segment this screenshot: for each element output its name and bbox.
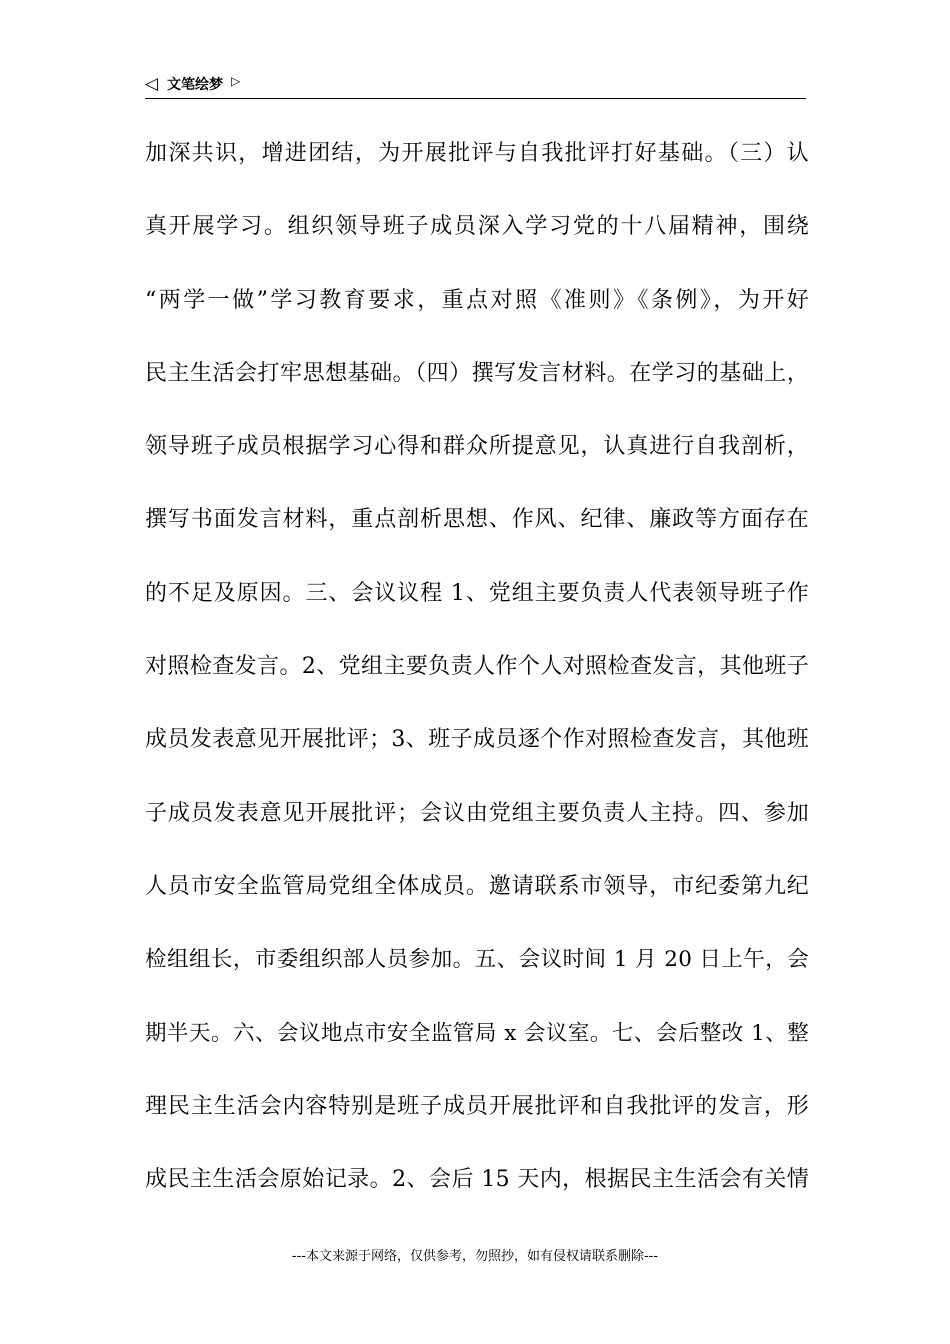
body-line: 成民主生活会原始记录。2、会后 15 天内，根据民主生活会有关情 xyxy=(145,1167,809,1193)
body-line: “两学一做”学习教育要求，重点对照《准则》《条例》，为开好 xyxy=(145,287,809,313)
page-header xyxy=(145,72,806,99)
body-line: 撰写书面发言材料，重点剖析思想、作风、纪律、廉政等方面存在 xyxy=(145,507,809,533)
body-line: 子成员发表意见开展批评；会议由党组主要负责人主持。四、参加 xyxy=(145,800,809,826)
right-triangle-icon: ▷ xyxy=(231,74,241,88)
body-line: 的不足及原因。三、会议议程 1、党组主要负责人代表领导班子作 xyxy=(145,580,809,606)
left-triangle-icon: ◁ xyxy=(145,74,159,94)
disclaimer-footer: ---本文来源于网络，仅供参考，勿照抄，如有侵权请联系删除--- xyxy=(291,1249,659,1264)
body-line: 成员发表意见开展批评；3、班子成员逐个作对照检查发言，其他班 xyxy=(145,727,809,753)
document-body xyxy=(145,134,809,1233)
body-line: 民主生活会打牢思想基础。（四）撰写发言材料。在学习的基础上， xyxy=(145,360,809,386)
body-line: 加深共识，增进团结，为开展批评与自我批评打好基础。（三）认 xyxy=(145,141,809,166)
body-line: 真开展学习。组织领导班子成员深入学习党的十八届精神，围绕 xyxy=(145,214,809,240)
body-line: 期半天。六、会议地点市安全监管局 x 会议室。七、会后整改 1、整 xyxy=(145,1020,809,1046)
body-line: 理民主生活会内容特别是班子成员开展批评和自我批评的发言，形 xyxy=(145,1093,809,1119)
body-line: 对照检查发言。2、党组主要负责人作个人对照检查发言，其他班子 xyxy=(145,654,809,680)
body-line: 检组组长，市委组织部人员参加。五、会议时间 1 月 20 日上午，会 xyxy=(145,947,809,973)
body-line: 领导班子成员根据学习心得和群众所提意见，认真进行自我剖析， xyxy=(145,434,809,460)
body-line: 人员市安全监管局党组全体成员。邀请联系市领导，市纪委第九纪 xyxy=(145,873,809,899)
header-brand: 文笔绘梦 xyxy=(167,77,223,93)
